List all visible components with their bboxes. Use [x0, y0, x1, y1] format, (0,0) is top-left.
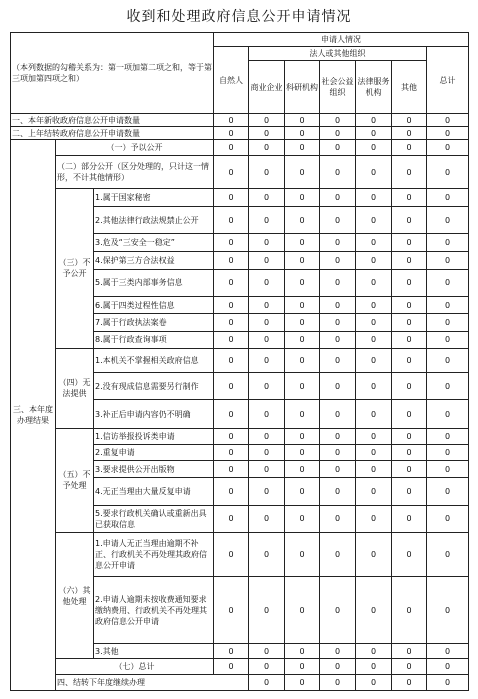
- value-cell: 0: [214, 331, 249, 348]
- value-cell: 0: [392, 113, 427, 126]
- value-cell: 0: [320, 659, 356, 674]
- item-label: 4.保护第三方合法权益: [94, 251, 214, 269]
- value-cell: 0: [320, 428, 356, 444]
- group-label: （三）不予公开: [56, 188, 94, 348]
- value-cell: 0: [214, 188, 249, 206]
- value-cell: 0: [320, 127, 356, 140]
- value-cell: 0: [427, 478, 469, 505]
- value-cell: 0: [214, 532, 249, 577]
- value-cell: 0: [356, 188, 392, 206]
- item-label: 2.重复申请: [94, 444, 214, 460]
- value-cell: 0: [392, 348, 427, 372]
- value-cell: 0: [427, 644, 469, 659]
- value-cell: 0: [249, 331, 285, 348]
- value-cell: 0: [427, 428, 469, 444]
- table-row: [11, 532, 469, 577]
- natural-person-header: 自然人: [214, 47, 249, 114]
- value-cell: 0: [285, 674, 320, 690]
- value-cell: 0: [285, 156, 320, 188]
- value-cell: 0: [427, 577, 469, 644]
- value-cell: 0: [356, 156, 392, 188]
- value-cell: 0: [427, 674, 469, 690]
- value-cell: 0: [427, 505, 469, 532]
- value-cell: 0: [392, 478, 427, 505]
- value-cell: 0: [249, 156, 285, 188]
- value-cell: 0: [285, 444, 320, 460]
- row-label: （七）总计: [56, 659, 214, 674]
- applicant-header: 申请人情况: [214, 33, 469, 47]
- item-label: 2.申请人逾期未按收费通知要求缴纳费用、行政机关不再处理其政府信息公开申请: [94, 577, 214, 644]
- value-cell: 0: [392, 269, 427, 296]
- value-cell: 0: [285, 400, 320, 428]
- value-cell: 0: [249, 478, 285, 505]
- item-label: 3.其他: [94, 644, 214, 659]
- value-cell: 0: [427, 207, 469, 234]
- social-header: 社会公益组织: [320, 61, 356, 114]
- value-cell: 0: [285, 234, 320, 251]
- value-cell: 0: [214, 207, 249, 234]
- row-label: 四、结转下年度继续办理: [56, 674, 249, 690]
- group-label: （六）其他处理: [56, 532, 94, 659]
- value-cell: 0: [356, 444, 392, 460]
- value-cell: 0: [356, 505, 392, 532]
- table-row: [11, 659, 469, 674]
- item-label: 1.申请人无正当理由逾期不补正、行政机关不再处理其政府信息公开申请: [94, 532, 214, 577]
- value-cell: 0: [249, 140, 285, 156]
- section-3-label: 三、本年度办理结果: [11, 140, 56, 691]
- item-label: 5.要求行政机关确认或重新出具已获取信息: [94, 505, 214, 532]
- item-label: 5.属于三类内部事务信息: [94, 269, 214, 296]
- group-label: （五）不予处理: [56, 428, 94, 532]
- value-cell: 0: [285, 331, 320, 348]
- value-cell: 0: [320, 156, 356, 188]
- row-label: 二、上年结转政府信息公开申请数量: [11, 127, 214, 140]
- value-cell: 0: [249, 444, 285, 460]
- value-cell: 0: [285, 644, 320, 659]
- item-label: 6.属于四类过程性信息: [94, 297, 214, 314]
- value-cell: 0: [356, 140, 392, 156]
- value-cell: 0: [392, 400, 427, 428]
- value-cell: 0: [249, 113, 285, 126]
- value-cell: 0: [392, 314, 427, 331]
- row-label: （二）部分公开（区分处理的，只计这一情形，不计其他情形）: [56, 156, 214, 188]
- row-label: 一、本年新收政府信息公开申请数量: [11, 113, 214, 126]
- item-label: 3.危及“三安全一稳定”: [94, 234, 214, 251]
- value-cell: 0: [249, 297, 285, 314]
- value-cell: 0: [285, 659, 320, 674]
- value-cell: 0: [214, 234, 249, 251]
- value-cell: 0: [320, 505, 356, 532]
- value-cell: 0: [392, 532, 427, 577]
- value-cell: 0: [249, 251, 285, 269]
- item-label: 2.没有现成信息需要另行制作: [94, 373, 214, 400]
- value-cell: 0: [214, 156, 249, 188]
- value-cell: 0: [214, 314, 249, 331]
- header-note: （本列数据的勾稽关系为：第一项加第二项之和，等于第三项加第四项之和）: [11, 33, 214, 114]
- business-header: 商业企业: [249, 61, 285, 114]
- item-label: 1.属于国家秘密: [94, 188, 214, 206]
- value-cell: 0: [427, 251, 469, 269]
- value-cell: 0: [356, 644, 392, 659]
- value-cell: 0: [214, 444, 249, 460]
- value-cell: 0: [285, 478, 320, 505]
- value-cell: 0: [320, 251, 356, 269]
- value-cell: 0: [392, 444, 427, 460]
- value-cell: 0: [427, 113, 469, 126]
- value-cell: 0: [320, 478, 356, 505]
- value-cell: 0: [285, 207, 320, 234]
- value-cell: 0: [214, 428, 249, 444]
- value-cell: 0: [320, 314, 356, 331]
- value-cell: 0: [249, 314, 285, 331]
- statistics-table: [10, 32, 469, 691]
- value-cell: 0: [320, 532, 356, 577]
- value-cell: 0: [427, 297, 469, 314]
- value-cell: 0: [356, 297, 392, 314]
- table-row: [11, 674, 469, 690]
- value-cell: 0: [320, 331, 356, 348]
- value-cell: 0: [392, 659, 427, 674]
- value-cell: 0: [214, 577, 249, 644]
- value-cell: 0: [249, 674, 285, 690]
- value-cell: 0: [392, 297, 427, 314]
- item-label: 3.要求提供公开出版物: [94, 461, 214, 478]
- item-label: 7.属于行政执法案卷: [94, 314, 214, 331]
- value-cell: 0: [214, 127, 249, 140]
- value-cell: 0: [285, 348, 320, 372]
- value-cell: 0: [356, 314, 392, 331]
- value-cell: 0: [427, 373, 469, 400]
- value-cell: 0: [285, 269, 320, 296]
- value-cell: 0: [427, 234, 469, 251]
- value-cell: 0: [392, 644, 427, 659]
- table-row: [11, 428, 469, 444]
- value-cell: 0: [356, 373, 392, 400]
- value-cell: 0: [249, 505, 285, 532]
- value-cell: 0: [320, 400, 356, 428]
- value-cell: 0: [320, 461, 356, 478]
- value-cell: 0: [285, 314, 320, 331]
- legal-entity-header: 法人或其他组织: [249, 47, 427, 61]
- value-cell: 0: [356, 400, 392, 428]
- total-header: 总计: [427, 47, 469, 114]
- value-cell: 0: [285, 428, 320, 444]
- value-cell: 0: [320, 444, 356, 460]
- value-cell: 0: [320, 113, 356, 126]
- value-cell: 0: [249, 577, 285, 644]
- value-cell: 0: [320, 207, 356, 234]
- row-label: （一）予以公开: [56, 140, 214, 156]
- legal-service-header: 法律服务机构: [356, 61, 392, 114]
- item-label: 3.补正后申请内容仍不明确: [94, 400, 214, 428]
- value-cell: 0: [392, 140, 427, 156]
- value-cell: 0: [214, 113, 249, 126]
- value-cell: 0: [249, 461, 285, 478]
- value-cell: 0: [214, 251, 249, 269]
- table-row: [11, 140, 469, 156]
- value-cell: 0: [356, 113, 392, 126]
- value-cell: 0: [214, 297, 249, 314]
- value-cell: 0: [285, 373, 320, 400]
- value-cell: 0: [356, 234, 392, 251]
- value-cell: 0: [320, 297, 356, 314]
- value-cell: 0: [285, 188, 320, 206]
- item-label: 4.无正当理由大量反复申请: [94, 478, 214, 505]
- value-cell: 0: [427, 331, 469, 348]
- value-cell: 0: [320, 577, 356, 644]
- value-cell: 0: [356, 577, 392, 644]
- value-cell: 0: [392, 674, 427, 690]
- value-cell: 0: [285, 251, 320, 269]
- value-cell: 0: [392, 127, 427, 140]
- group-label: （四）无法提供: [56, 348, 94, 428]
- value-cell: 0: [392, 428, 427, 444]
- page-title: 收到和处理政府信息公开申请情况: [126, 9, 352, 25]
- value-cell: 0: [249, 127, 285, 140]
- value-cell: 0: [320, 234, 356, 251]
- value-cell: 0: [249, 659, 285, 674]
- value-cell: 0: [427, 461, 469, 478]
- value-cell: 0: [392, 207, 427, 234]
- table-row: [11, 127, 469, 140]
- value-cell: 0: [249, 348, 285, 372]
- item-label: 1.信访举报投诉类申请: [94, 428, 214, 444]
- value-cell: 0: [285, 505, 320, 532]
- value-cell: 0: [249, 373, 285, 400]
- value-cell: 0: [392, 373, 427, 400]
- value-cell: 0: [356, 251, 392, 269]
- value-cell: 0: [285, 140, 320, 156]
- value-cell: 0: [320, 188, 356, 206]
- value-cell: 0: [285, 127, 320, 140]
- value-cell: 0: [285, 577, 320, 644]
- item-label: 2.其他法律行政法规禁止公开: [94, 207, 214, 234]
- value-cell: 0: [427, 400, 469, 428]
- value-cell: 0: [392, 505, 427, 532]
- value-cell: 0: [214, 505, 249, 532]
- value-cell: 0: [249, 428, 285, 444]
- value-cell: 0: [214, 400, 249, 428]
- value-cell: 0: [249, 400, 285, 428]
- value-cell: 0: [356, 532, 392, 577]
- value-cell: 0: [427, 314, 469, 331]
- value-cell: 0: [320, 373, 356, 400]
- value-cell: 0: [320, 644, 356, 659]
- value-cell: 0: [427, 140, 469, 156]
- value-cell: 0: [356, 674, 392, 690]
- item-label: 8.属于行政查询事项: [94, 331, 214, 348]
- item-label: 1.本机关不掌握相关政府信息: [94, 348, 214, 372]
- value-cell: 0: [427, 127, 469, 140]
- value-cell: 0: [214, 373, 249, 400]
- value-cell: 0: [392, 331, 427, 348]
- value-cell: 0: [356, 659, 392, 674]
- value-cell: 0: [214, 348, 249, 372]
- value-cell: 0: [356, 269, 392, 296]
- value-cell: 0: [356, 127, 392, 140]
- value-cell: 0: [392, 156, 427, 188]
- value-cell: 0: [320, 269, 356, 296]
- value-cell: 0: [214, 659, 249, 674]
- other-header: 其他: [392, 61, 427, 114]
- value-cell: 0: [249, 188, 285, 206]
- value-cell: 0: [214, 478, 249, 505]
- value-cell: 0: [320, 140, 356, 156]
- value-cell: 0: [285, 113, 320, 126]
- value-cell: 0: [285, 297, 320, 314]
- value-cell: 0: [356, 478, 392, 505]
- value-cell: 0: [427, 269, 469, 296]
- table-row: [11, 348, 469, 372]
- table-row: [11, 188, 469, 206]
- value-cell: 0: [214, 140, 249, 156]
- value-cell: 0: [320, 348, 356, 372]
- value-cell: 0: [214, 269, 249, 296]
- table-row: [11, 156, 469, 188]
- value-cell: 0: [214, 461, 249, 478]
- value-cell: 0: [249, 644, 285, 659]
- value-cell: 0: [427, 348, 469, 372]
- value-cell: 0: [427, 532, 469, 577]
- value-cell: 0: [356, 428, 392, 444]
- research-header: 科研机构: [285, 61, 320, 114]
- value-cell: 0: [392, 251, 427, 269]
- value-cell: 0: [356, 207, 392, 234]
- value-cell: 0: [427, 156, 469, 188]
- value-cell: 0: [320, 674, 356, 690]
- value-cell: 0: [392, 577, 427, 644]
- value-cell: 0: [356, 461, 392, 478]
- value-cell: 0: [356, 331, 392, 348]
- value-cell: 0: [249, 234, 285, 251]
- value-cell: 0: [427, 659, 469, 674]
- value-cell: 0: [427, 188, 469, 206]
- value-cell: 0: [427, 444, 469, 460]
- value-cell: 0: [249, 207, 285, 234]
- value-cell: 0: [249, 532, 285, 577]
- value-cell: 0: [392, 188, 427, 206]
- value-cell: 0: [214, 644, 249, 659]
- value-cell: 0: [392, 461, 427, 478]
- value-cell: 0: [392, 234, 427, 251]
- value-cell: 0: [285, 532, 320, 577]
- value-cell: 0: [285, 461, 320, 478]
- value-cell: 0: [249, 269, 285, 296]
- value-cell: 0: [356, 348, 392, 372]
- table-row: [11, 113, 469, 126]
